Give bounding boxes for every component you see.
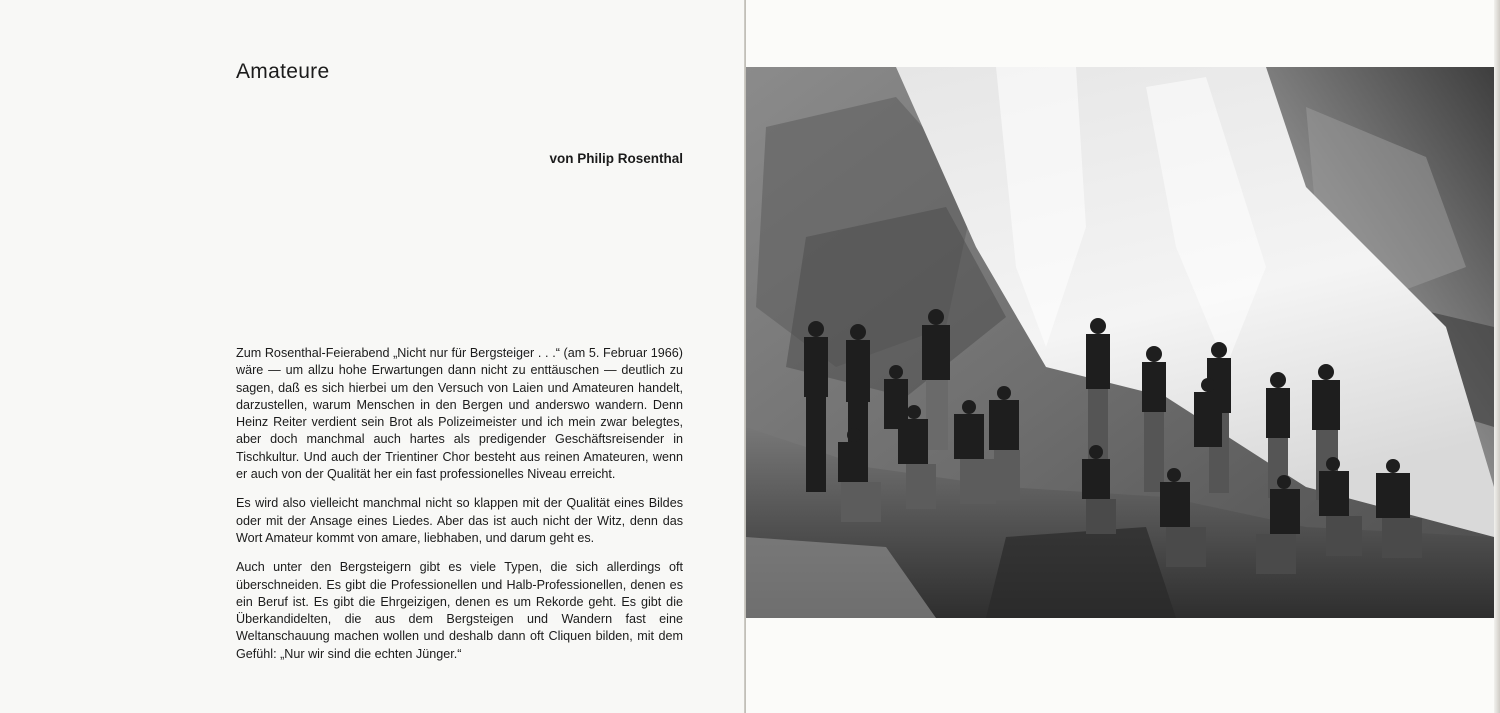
article-body <box>236 345 683 675</box>
page-edge <box>1494 0 1500 713</box>
article-title: Amateure <box>236 60 330 83</box>
paragraph-3: Auch unter den Bergsteigern gibt es viele Typen, die sich allerdings oft überschneiden. Es gibt die Professionellen und Halb-Professionellen, denen es ein Beruf ist. Es gibt die Ehrgeizigen, denen es um Rekorde geht. Es gibt die Überkandidelten, die aus dem Bergsteigen und Wandern fast eine Weltanschauung machen wollen und deshalb dann oft Cliquen bilden, mit dem Gefühl: „Nur wir sind die echten Jünger.“ <box>236 560 683 661</box>
left-page <box>0 0 745 713</box>
article-author: von Philip Rosenthal <box>549 151 683 166</box>
group-photo-waterfall-icon <box>746 67 1494 618</box>
paragraph-2: Es wird also vielleicht manchmal nicht so klappen mit der Qualität eines Bildes oder mit der Ansage eines Liedes. Aber das ist auch nicht der Witz, denn das Wort Amateur kommt von amare, liebhaben, und darum geht es. <box>236 496 683 545</box>
paragraph-1: Zum Rosenthal-Feierabend „Nicht nur für Bergsteiger . . .“ (am 5. Februar 1966) wäre — um allzu hohe Erwartungen dann nicht zu enttäuschen — deutlich zu sagen, daß es sich hierbei um den Versuch von Laien und Amateuren handelt, darzustellen, warum Menschen in den Bergen und anderswo wandern. Denn Heinz Reiter verdient sein Brot als Polizeimeister und ich mein zwar belegtes, aber doch manchmal auch hartes als predigender Geschäftsreisender in Tischkultur. Und auch der Trientiner Chor besteht aus reinen Amateuren, wenn er auch von der Qualität her ein fast professionelles Niveau erreicht. <box>236 346 683 482</box>
photo-illustration <box>746 67 1494 618</box>
